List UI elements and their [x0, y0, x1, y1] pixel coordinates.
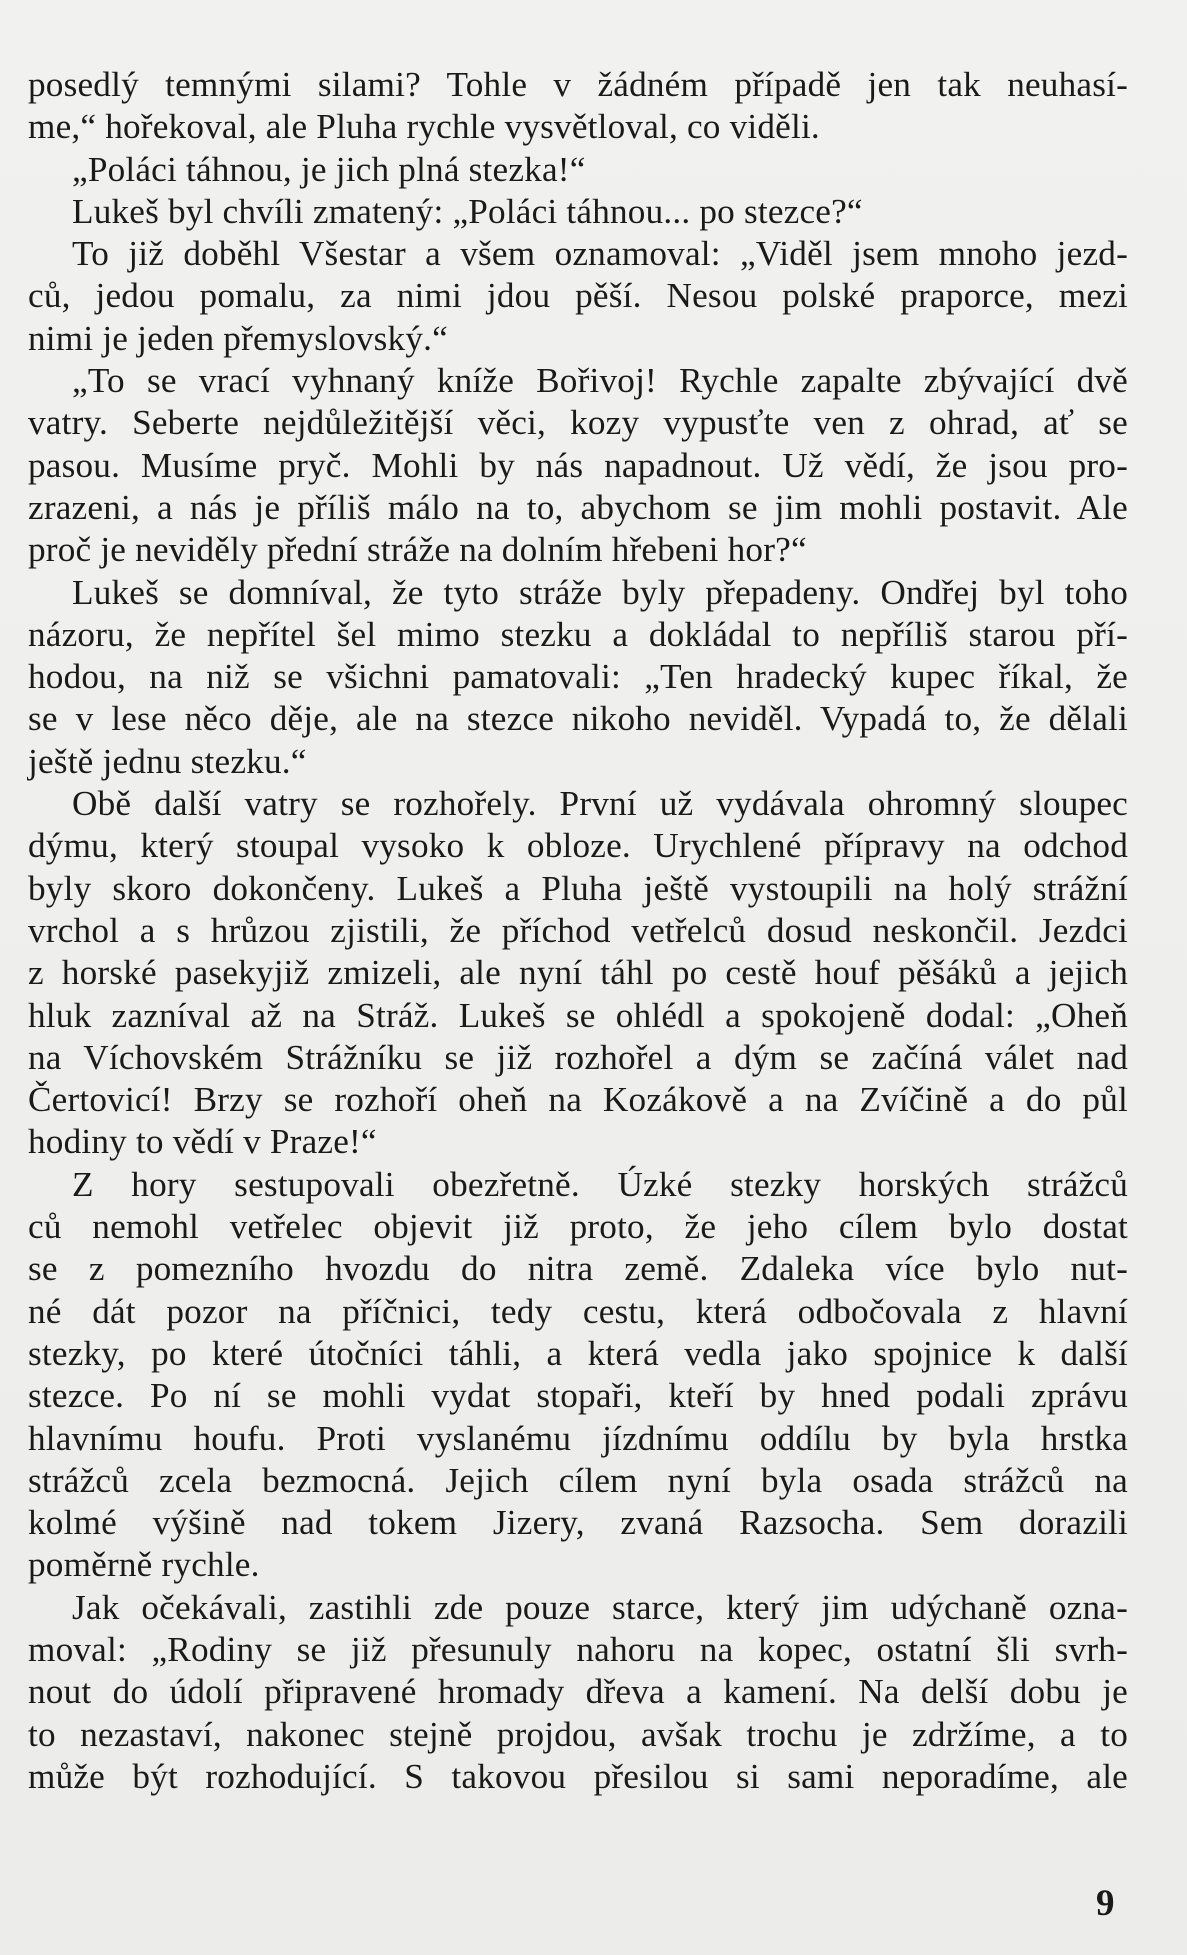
text-line: Lukeš se domníval, že tyto stráže byly přepadeny. Ondřej byl toho — [72, 572, 1128, 612]
text-line: né dát pozor na příčnici, tedy cestu, která odbočovala z hlavní — [28, 1291, 1128, 1331]
text-line: strážců zcela bezmocná. Jejich cílem nyní byla osada strážců na — [28, 1460, 1128, 1500]
text-line: Lukeš byl chvíli zmatený: „Poláci táhnou... po stezce?“ — [72, 191, 863, 231]
text-line: na Víchovském Strážníku se již rozhořel a dým se začíná válet nad — [28, 1037, 1128, 1077]
text-line: hlavnímu houfu. Proti vyslanému jízdnímu oddílu by byla hrstka — [28, 1418, 1128, 1458]
text-line: moval: „Rodiny se již přesunuly nahoru na kopec, ostatní šli svrh- — [28, 1629, 1128, 1669]
text-line: vatry. Seberte nejdůležitější věci, kozy vypusťte ven z ohrad, ať se — [28, 403, 1128, 443]
text-line: „To se vrací vyhnaný kníže Bořivoj! Rychle zapalte zbývající dvě — [72, 361, 1128, 401]
text-line: ců nemohl vetřelec objevit již proto, že jeho cílem bylo dostat — [28, 1207, 1128, 1247]
text-line: To již doběhl Všestar a všem oznamoval: „Viděl jsem mnoho jezd- — [72, 234, 1128, 274]
text-line: z horské pasekyjiž zmizeli, ale nyní táhl po cestě houf pěšáků a jejich — [28, 953, 1128, 993]
text-line: hodou, na niž se všichni pamatovali: „Ten hradecký kupec říkal, že — [28, 657, 1128, 697]
text-line: pasou. Musíme pryč. Mohli by nás napadnout. Už vědí, že jsou pro- — [28, 445, 1128, 485]
text-line: stezky, po které útočníci táhli, a která vedla jako spojnice k další — [28, 1333, 1128, 1373]
text-line: byly skoro dokončeny. Lukeš a Pluha ještě vystoupili na holý strážní — [28, 868, 1128, 908]
text-line: kolmé výšině nad tokem Jizery, zvaná Razsocha. Sem dorazili — [28, 1503, 1128, 1543]
text-line: ještě jednu stezku.“ — [28, 741, 307, 781]
text-line: poměrně rychle. — [28, 1545, 260, 1585]
text-line: dýmu, který stoupal vysoko k obloze. Urychlené přípravy na odchod — [28, 826, 1128, 866]
page-number: 9 — [1096, 1883, 1115, 1924]
text-line: ců, jedou pomalu, za nimi jdou pěší. Nesou polské praporce, mezi — [28, 276, 1128, 316]
text-line: nout do údolí připravené hromady dřeva a kamení. Na delší dobu je — [28, 1672, 1128, 1712]
text-line: me,“ hořekoval, ale Pluha rychle vysvětloval, co viděli. — [28, 107, 820, 147]
text-line: posedlý temnými silami? Tohle v žádném případě jen tak neuhasí- — [28, 65, 1128, 104]
text-line: Jak očekávali, zastihli zde pouze starce, který jim udýchaně ozna- — [72, 1587, 1128, 1627]
text-line: názoru, že nepřítel šel mimo stezku a dokládal to nepříliš starou pří- — [28, 614, 1128, 654]
text-line: se z pomezního hvozdu do nitra země. Zdaleka více bylo nut- — [28, 1249, 1128, 1289]
text-line: to nezastaví, nakonec stejně projdou, avšak trochu je zdržíme, a to — [28, 1714, 1128, 1754]
text-line: stezce. Po ní se mohli vydat stopaři, kteří by hned podali zprávu — [28, 1376, 1128, 1416]
text-line: „Poláci táhnou, je jich plná stezka!“ — [72, 149, 586, 189]
text-line: Čertovicí! Brzy se rozhoří oheň na Kozákově a na Zvíčině a do půl — [28, 1080, 1128, 1120]
text-line: Obě další vatry se rozhořely. První už vydávala ohromný sloupec — [72, 784, 1128, 824]
body-text — [28, 64, 1128, 1798]
text-line: nimi je jeden přemyslovský.“ — [28, 318, 448, 358]
text-line: zrazeni, a nás je příliš málo na to, abychom se jim mohli postavit. Ale — [28, 487, 1128, 527]
text-line: hodiny to vědí v Praze!“ — [28, 1122, 377, 1162]
text-line: Z hory sestupovali obezřetně. Úzké stezky horských strážců — [72, 1164, 1128, 1204]
text-line: proč je neviděly přední stráže na dolním hřebeni hor?“ — [28, 530, 807, 570]
text-line: se v lese něco děje, ale na stezce nikoho neviděl. Vypadá to, že dělali — [28, 699, 1128, 739]
text-line: hluk zazníval až na Stráž. Lukeš se ohlédl a spokojeně dodal: „Oheň — [28, 995, 1128, 1035]
text-line: může být rozhodující. S takovou přesilou si sami neporadíme, ale — [28, 1756, 1128, 1796]
text-line: vrchol a s hrůzou zjistili, že příchod vetřelců dosud neskončil. Jezdci — [28, 910, 1128, 950]
